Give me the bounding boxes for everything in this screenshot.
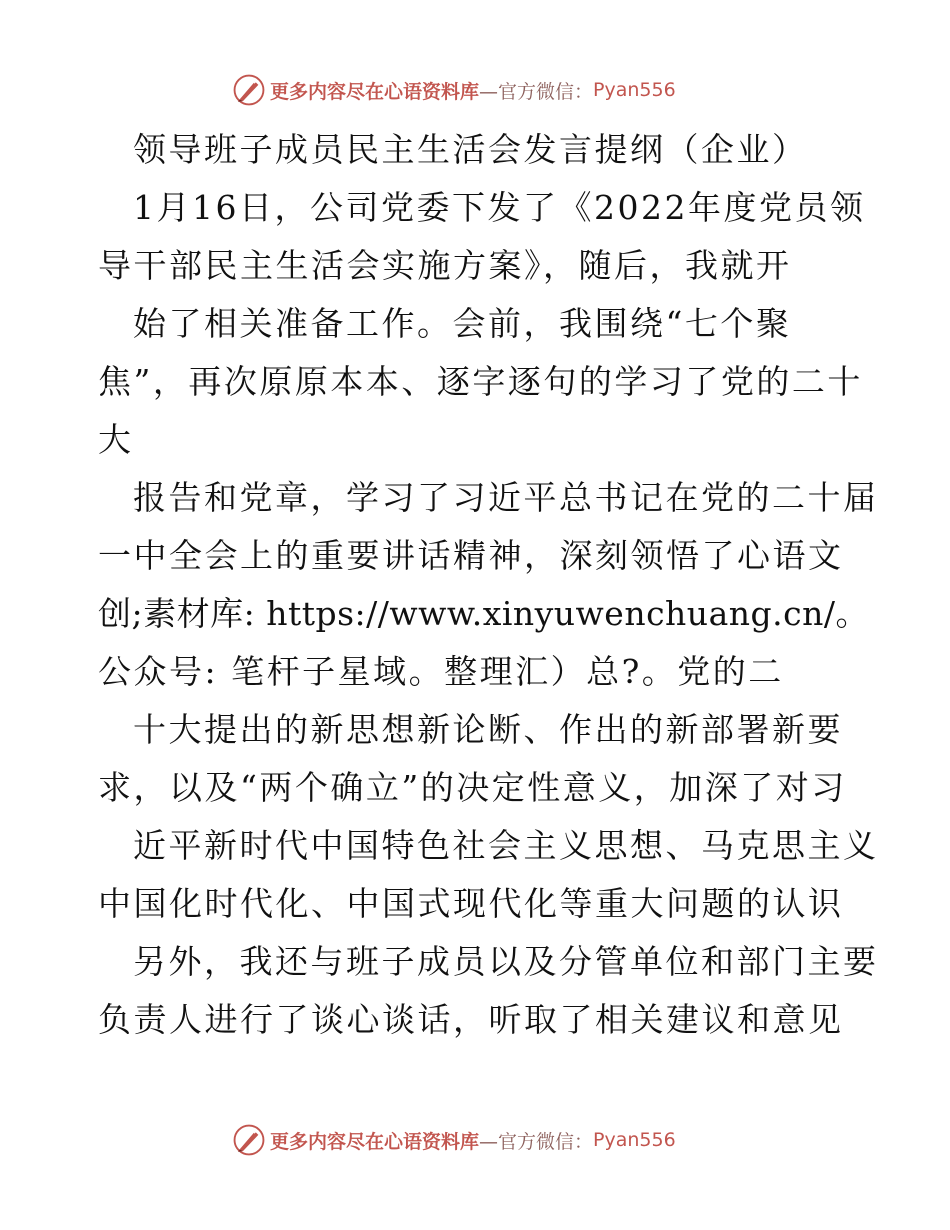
banner-wechat-id: Pyan556: [593, 1129, 676, 1151]
paragraph-line: 焦”，再次原原本本、逐字逐句的学习了党的二十: [98, 362, 863, 401]
paragraph-line: 另外，我还与班子成员以及分管单位和部门主要: [133, 942, 879, 981]
document-title: 领导班子成员民主生活会发言提纲（企业）: [133, 130, 808, 169]
banner-main-text: 更多内容尽在心语资料库: [270, 80, 480, 103]
paragraph-line: 求，以及“两个确立”的决定性意义，加深了对习: [98, 768, 847, 807]
header-watermark-banner: [232, 70, 792, 110]
pen-logo-icon: [232, 1123, 266, 1157]
paragraph-line: 十大提出的新思想新论断、作出的新部署新要: [133, 710, 843, 749]
banner-wechat-label: —官方微信：: [479, 80, 594, 103]
paragraph-line: 报告和党章，学习了习近平总书记在党的二十届: [133, 478, 879, 517]
paragraph-line: 负责人进行了谈心谈话，听取了相关建议和意见: [98, 1000, 844, 1039]
paragraph-line: 始了相关准备工作。会前，我围绕“七个聚: [133, 304, 792, 343]
footer-watermark-banner: [232, 1120, 792, 1160]
paragraph-line: 公众号: 笔杆子星域。整理汇）总?。党的二: [98, 652, 784, 691]
pen-logo-icon: [232, 73, 266, 107]
paragraph-line: 创;素材库: https://www.xinyuwenchuang.cn/。: [98, 594, 869, 633]
paragraph-line: 导干部民主生活会实施方案》，随后，我就开: [98, 246, 792, 285]
banner-main-text: 更多内容尽在心语资料库: [270, 1130, 480, 1153]
paragraph-line: 1月16日，公司党委下发了《2022年度党员领: [133, 188, 866, 227]
paragraph-line: 中国化时代化、中国式现代化等重大问题的认识: [98, 884, 844, 923]
paragraph-line: 一中全会上的重要讲话精神，深刻领悟了心语文: [98, 536, 844, 575]
banner-wechat-id: Pyan556: [593, 79, 676, 101]
paragraph-line: 大: [98, 420, 134, 459]
paragraph-line: 近平新时代中国特色社会主义思想、马克思主义: [133, 826, 879, 865]
banner-wechat-label: —官方微信：: [479, 1130, 594, 1153]
